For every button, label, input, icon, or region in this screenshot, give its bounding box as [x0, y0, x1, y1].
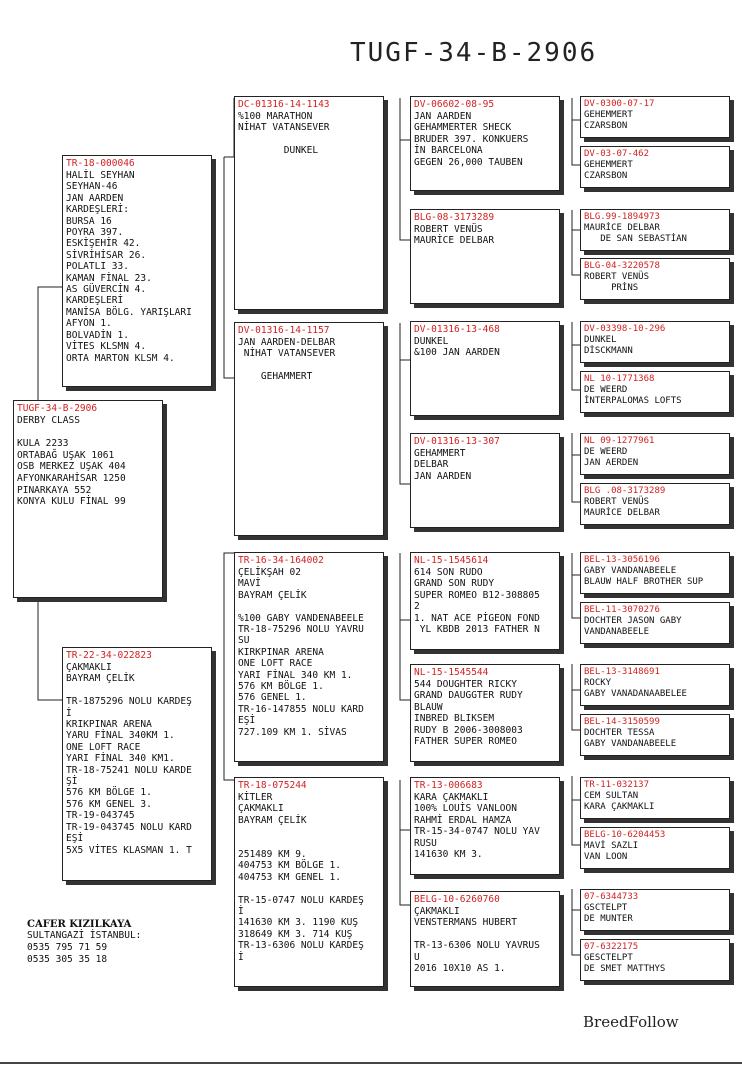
text-line: DE SAN SEBASTİAN	[584, 234, 687, 244]
gen5-details	[584, 272, 726, 294]
text-line: CZARSBON	[584, 121, 628, 131]
gen5-card	[580, 483, 730, 525]
grandparent-card	[234, 96, 384, 310]
gen5-details	[584, 160, 726, 182]
text-line: ÇAKMAKLI	[66, 662, 112, 673]
text-line: GESCTELPT	[584, 953, 633, 963]
gen5-ring: 07-6322175	[584, 942, 639, 952]
text-line: 576 KM GENEL 3.	[66, 798, 152, 810]
gen5-details	[584, 447, 726, 469]
text-line: U	[414, 951, 420, 963]
text-line: DUNKEL	[238, 145, 319, 157]
text-line: EŞİ	[238, 715, 256, 727]
greatgrandparent-card	[410, 96, 560, 191]
text-line: &100 JAN AARDEN	[414, 347, 500, 359]
text-line: DE WEERD	[584, 447, 628, 457]
sire-card	[62, 155, 212, 387]
gen5-ring: DV-0300-07-17	[584, 99, 655, 109]
greatgrandparent-details	[414, 224, 556, 247]
gen5-card	[580, 96, 730, 138]
text-line: GABY VANDANABEELE	[584, 739, 677, 749]
gen5-ring: BEL-13-3056196	[584, 555, 660, 565]
text-line: KİTLER	[238, 792, 273, 803]
text-line: MAVİ	[238, 578, 261, 590]
gen5-card	[580, 889, 730, 931]
gen5-card	[580, 258, 730, 300]
gen5-card	[580, 664, 730, 706]
grandparent-ring: TR-16-34-164002	[238, 555, 324, 566]
gen5-card	[580, 827, 730, 869]
text-line: SULTANGAZİ İSTANBUL:	[27, 930, 142, 941]
text-line: GEHAMMERT	[414, 448, 466, 459]
subject-ring: TUGF-34-B-2906	[17, 403, 98, 414]
gen5-details	[584, 903, 726, 925]
gen5-details	[584, 841, 726, 863]
text-line: ROCKY	[584, 678, 612, 688]
greatgrandparent-card	[410, 777, 560, 875]
text-line: VAN LOON	[584, 852, 628, 862]
gen5-details	[584, 110, 726, 132]
text-line: DE MUNTER	[584, 914, 633, 924]
text-line: GSCTELPT	[584, 903, 628, 913]
text-line: MAVİ SAZLI	[584, 841, 639, 851]
owner-details	[27, 930, 141, 966]
text-line	[238, 883, 380, 894]
text-line: GEHAMMERTER SHECK	[414, 122, 512, 134]
text-line: İ	[238, 906, 244, 918]
text-line: MAURİCE DELBAR	[584, 508, 660, 518]
text-line: TR-19-043745	[66, 810, 135, 822]
gen5-ring: NL 10-1771368	[584, 374, 655, 384]
dam-ring: TR-22-34-022823	[66, 650, 152, 661]
grandparent-card	[234, 777, 384, 987]
gen5-card	[580, 321, 730, 363]
connector-sire	[224, 98, 234, 378]
text-line: INBRED BLIKSEM	[414, 713, 495, 725]
text-line: BAYRAM ÇELİK	[66, 673, 135, 685]
text-line: RUSU	[414, 837, 437, 849]
greatgrandparent-card	[410, 891, 560, 987]
text-line	[414, 929, 556, 940]
gen5-card	[580, 939, 730, 981]
grandparent-details	[238, 567, 380, 738]
text-line: BRUDER 397. KONKUERS	[414, 133, 529, 145]
gen5-card	[580, 433, 730, 475]
text-line: 0535 795 71 59	[27, 942, 108, 953]
connector-gp2	[400, 323, 410, 484]
text-line: 5X5 VİTES KLASMAN 1. T	[66, 844, 192, 856]
text-line: YL KBDB 2013 FATHER N	[414, 624, 540, 636]
text-line: YARU FİNAL 340KM 1.	[66, 730, 175, 742]
greatgrandparent-details	[414, 567, 556, 635]
text-line: ORTA MARTON KLSM 4.	[66, 352, 175, 364]
connector-dam	[224, 553, 234, 780]
gen5-details	[584, 223, 726, 245]
text-line: 404753 KM GENEL 1.	[238, 871, 341, 883]
text-line: YARI FİNAL 340 KM 1.	[238, 669, 353, 681]
connector-gp3	[400, 553, 410, 700]
text-line: VİTES KLSMN 4.	[66, 341, 147, 353]
greatgrandparent-ring: BLG-08-3173289	[414, 212, 495, 223]
text-line	[66, 685, 208, 696]
text-line: ÇELİKŞAH 02	[238, 567, 301, 578]
greatgrandparent-details	[414, 906, 556, 974]
text-line: SEYHAN-46	[66, 181, 118, 193]
text-line	[238, 826, 380, 837]
text-line: TR-16-147855 NOLU KARD	[238, 703, 364, 715]
greatgrandparent-details	[414, 111, 556, 168]
text-line	[238, 838, 380, 849]
grandparent-card	[234, 552, 384, 762]
text-line: GEHEMMERT	[584, 160, 633, 170]
text-line: NİHAT VATANSEVER	[238, 348, 336, 360]
greatgrandparent-card	[410, 209, 560, 304]
gen5-details	[584, 335, 726, 357]
text-line: TR-19-043745 NOLU KARD	[66, 821, 192, 833]
text-line: İ	[66, 707, 72, 719]
text-line: 727.109 KM 1. SİVAS	[238, 726, 347, 738]
text-line: KULA 2233	[17, 438, 69, 450]
text-line: DE WEERD	[584, 385, 628, 395]
gen5-details	[584, 497, 726, 519]
grandparent-details	[238, 337, 380, 383]
connector-gp4	[400, 780, 410, 905]
text-line: Şİ	[66, 776, 78, 788]
text-line: JAN AARDEN-DELBAR	[238, 337, 336, 348]
text-line: MAURİCE DELBAR	[584, 223, 660, 233]
gen5-ring: DV-03-07-462	[584, 149, 650, 159]
gen5-details	[584, 616, 726, 638]
text-line: İN BARCELONA	[414, 145, 483, 157]
text-line: TR-13-6306 NOLU KARDEŞ	[238, 940, 364, 952]
text-line: KARA ÇAKMAKLI	[584, 802, 655, 812]
greatgrandparent-ring: BELG-10-6260760	[414, 894, 500, 905]
text-line: 0535 305 35 18	[27, 954, 108, 965]
text-line: SU	[238, 635, 250, 647]
text-line: KIRKPINAR ARENA	[238, 646, 324, 658]
greatgrandparent-ring: DV-01316-13-307	[414, 436, 500, 447]
text-line: ÇAKMAKLI	[238, 803, 284, 815]
greatgrandparent-ring: TR-13-006683	[414, 780, 483, 791]
text-line: 544 DOUGHTER RICKY	[414, 679, 517, 690]
greatgrandparent-details	[414, 448, 556, 482]
text-line: ORTABAĞ UŞAK 1061	[17, 449, 115, 461]
sire-ring: TR-18-000046	[66, 158, 135, 169]
text-line: DELBAR	[414, 459, 449, 471]
text-line: BURSA 16	[66, 215, 112, 227]
gen5-card	[580, 146, 730, 188]
text-line: JAN AERDEN	[584, 458, 639, 468]
text-line: 318649 KM 3. 714 KUŞ	[238, 928, 353, 940]
text-line: ONE LOFT RACE	[238, 658, 313, 670]
text-line: ROBERT VENÜS	[584, 497, 650, 507]
text-line: %100 MARATHON	[238, 111, 313, 122]
gen5-details	[584, 385, 726, 407]
text-line: BOLVADİN 1.	[66, 329, 129, 341]
grandparent-details	[238, 111, 380, 157]
text-line: MAURİCE DELBAR	[414, 235, 495, 247]
gen5-ring: BLG .08-3173289	[584, 486, 666, 496]
text-line: 2016 10X10 AS 1.	[414, 963, 506, 975]
text-line: DUNKEL	[584, 335, 617, 345]
text-line: JAN AARDEN	[66, 192, 124, 204]
text-line: KONYA KULU FİNAL 99	[17, 496, 126, 508]
text-line: VENSTERMANS HUBERT	[414, 917, 517, 929]
gen5-details	[584, 953, 726, 975]
text-line: 576 GENEL 1.	[238, 692, 307, 704]
text-line: CZARSBON	[584, 171, 628, 181]
gen5-card	[580, 552, 730, 594]
gen5-ring: BEL-11-3070276	[584, 605, 660, 615]
text-line: DERBY CLASS	[17, 415, 80, 426]
text-line: TR-15-0747 NOLU KARDEŞ	[238, 894, 364, 906]
text-line: MANİSA BÖLG. YARIŞLARI	[66, 306, 192, 318]
owner-info	[27, 919, 141, 966]
text-line: SUPER ROMEO B12-308805	[414, 589, 540, 601]
gen5-ring: BEL-13-3148691	[584, 667, 660, 677]
text-line: PINARKAYA 552	[17, 484, 92, 496]
greatgrandparent-card	[410, 321, 560, 416]
text-line: AFYONKARAHİSAR 1250	[17, 472, 126, 484]
text-line: DUNKEL	[414, 336, 449, 347]
text-line: POLATLI 33.	[66, 261, 129, 273]
text-line: DE SMET MATTHYS	[584, 964, 666, 974]
text-line: GABY VANADANAABELEE	[584, 689, 687, 699]
text-line: GRAND DAUGGTER RUDY	[414, 690, 523, 702]
gen5-ring: TR-11-032137	[584, 780, 650, 790]
text-line: TR-1875296 NOLU KARDEŞ	[66, 696, 192, 708]
grandparent-ring: TR-18-075244	[238, 780, 307, 791]
greatgrandparent-card	[410, 552, 560, 650]
gen5-ring: BELG-10-6204453	[584, 830, 666, 840]
text-line: KAMAN FİNAL 23.	[66, 272, 152, 284]
text-line	[238, 601, 380, 612]
gen5-details	[584, 728, 726, 750]
gen5-card	[580, 777, 730, 819]
subject-card	[13, 400, 163, 598]
text-line: KARDEŞLERİ:	[66, 204, 129, 216]
gen5-details	[584, 791, 726, 813]
text-line: GRAND SON RUDY	[414, 578, 495, 590]
text-line: 1. NAT ACE PİGEON FOND	[414, 612, 540, 624]
text-line: 576 KM BÖLGE 1.	[66, 787, 152, 799]
text-line	[17, 427, 159, 439]
text-line: 614 SON RUDO	[414, 567, 483, 578]
text-line: NİHAT VATANSEVER	[238, 122, 330, 134]
sire-details	[66, 170, 208, 364]
grandparent-ring: DC-01316-14-1143	[238, 99, 330, 110]
text-line: POYRA 397.	[66, 227, 124, 239]
text-line: GEGEN 26,000 TAUBEN	[414, 156, 523, 168]
text-line: JAN AARDEN	[414, 111, 472, 122]
text-line: %100 GABY VANDENABEELE	[238, 612, 364, 624]
text-line: TR-15-34-0747 NOLU YAV	[414, 826, 540, 838]
text-line: 2	[414, 601, 420, 613]
text-line: PRİNS	[584, 283, 639, 293]
text-line: 141630 KM 3. 1190 KUŞ	[238, 917, 359, 929]
page-title: TUGF-34-B-2906	[350, 38, 598, 68]
gen5-ring: DV-03398-10-296	[584, 324, 666, 334]
text-line: 404753 KM BÖLGE 1.	[238, 860, 341, 872]
text-line: İ	[238, 951, 244, 963]
text-line: 100% LOUİS VANLOON	[414, 803, 517, 815]
text-line: ESKİŞEHİR 42.	[66, 238, 141, 250]
text-line: ÇAKMAKLI	[414, 906, 460, 917]
text-line: BAYRAM ÇELİK	[238, 814, 307, 826]
dam-card	[62, 647, 212, 881]
text-line: CEM SULTAN	[584, 791, 639, 801]
text-line: TR-18-75241 NOLU KARDE	[66, 764, 192, 776]
text-line: DOCHTER TESSA	[584, 728, 655, 738]
greatgrandparent-details	[414, 792, 556, 860]
greatgrandparent-ring: NL-15-1545614	[414, 555, 489, 566]
text-line: BLAUW HALF BROTHER SUP	[584, 577, 704, 587]
text-line: ONE LOFT RACE	[66, 741, 141, 753]
grandparent-details	[238, 792, 380, 963]
gen5-ring: NL 09-1277961	[584, 436, 655, 446]
brand-logo: BreedFollow	[583, 1013, 679, 1031]
connector-gp1	[400, 98, 410, 240]
text-line: GABY VANDANABEELE	[584, 566, 677, 576]
text-line: DOCHTER JASON GABY	[584, 616, 682, 626]
text-line: OSB MERKEZ UŞAK 404	[17, 461, 126, 473]
greatgrandparent-ring: DV-06602-08-95	[414, 99, 495, 110]
greatgrandparent-card	[410, 664, 560, 762]
text-line: KARA ÇAKMAKLI	[414, 792, 489, 803]
gen5-ring: BLG.99-1894973	[584, 212, 660, 222]
text-line: ROBERT VENÜS	[584, 272, 650, 282]
gen5-card	[580, 371, 730, 413]
text-line: 251489 KM 9.	[238, 849, 307, 861]
connector-ggp	[572, 98, 580, 955]
gen5-ring: BLG-04-3220578	[584, 261, 660, 271]
text-line: AFYON 1.	[66, 318, 112, 330]
text-line: RAHMİ ERDAL HAMZA	[414, 814, 512, 826]
gen5-card	[580, 714, 730, 756]
text-line: KRIKPINAR ARENA	[66, 719, 152, 731]
text-line	[238, 134, 380, 145]
text-line: 141630 KM 3.	[414, 849, 483, 861]
gen5-card	[580, 602, 730, 644]
text-line: DİSCKMANN	[584, 346, 633, 356]
text-line: İNTERPALOMAS LOFTS	[584, 396, 682, 406]
text-line: TR-13-6306 NOLU YAVRUS	[414, 940, 540, 952]
bottom-divider	[0, 1062, 742, 1064]
gen5-details	[584, 566, 726, 588]
text-line: RUDY B 2006-3008003	[414, 724, 523, 736]
text-line: SİVRİHİSAR 26.	[66, 249, 147, 261]
text-line: FATHER SUPER ROMEO	[414, 736, 517, 748]
text-line: KARDEŞLERİ	[66, 295, 124, 307]
greatgrandparent-details	[414, 679, 556, 747]
grandparent-card	[234, 322, 384, 536]
greatgrandparent-ring: NL-15-1545544	[414, 667, 489, 678]
text-line: GEHEMMERT	[584, 110, 633, 120]
gen5-ring: BEL-14-3150599	[584, 717, 660, 727]
text-line: JAN AARDEN	[414, 470, 472, 482]
text-line: BLAUW	[414, 701, 443, 713]
greatgrandparent-ring: DV-01316-13-468	[414, 324, 500, 335]
text-line: ROBERT VENÜS	[414, 224, 483, 235]
grandparent-ring: DV-01316-14-1157	[238, 325, 330, 336]
dam-details	[66, 662, 208, 856]
greatgrandparent-card	[410, 433, 560, 528]
text-line: AS GÜVERCİN 4.	[66, 284, 147, 296]
text-line: TR-18-75296 NOLU YAVRU	[238, 624, 364, 636]
text-line: HALİL SEYHAN	[66, 170, 135, 181]
subject-details	[17, 415, 159, 508]
text-line: EŞİ	[66, 833, 84, 845]
text-line: BAYRAM ÇELİK	[238, 589, 307, 601]
gen5-card	[580, 209, 730, 251]
owner-name: CAFER KIZILKAYA	[27, 919, 132, 930]
text-line: VANDANABEELE	[584, 627, 650, 637]
text-line: GEHAMMERT	[238, 371, 313, 383]
greatgrandparent-details	[414, 336, 556, 359]
text-line: 576 KM BÖLGE 1.	[238, 681, 324, 693]
text-line: YARI FİNAL 340 KM1.	[66, 753, 175, 765]
text-line	[238, 360, 380, 371]
gen5-details	[584, 678, 726, 700]
gen5-ring: 07-6344733	[584, 892, 639, 902]
